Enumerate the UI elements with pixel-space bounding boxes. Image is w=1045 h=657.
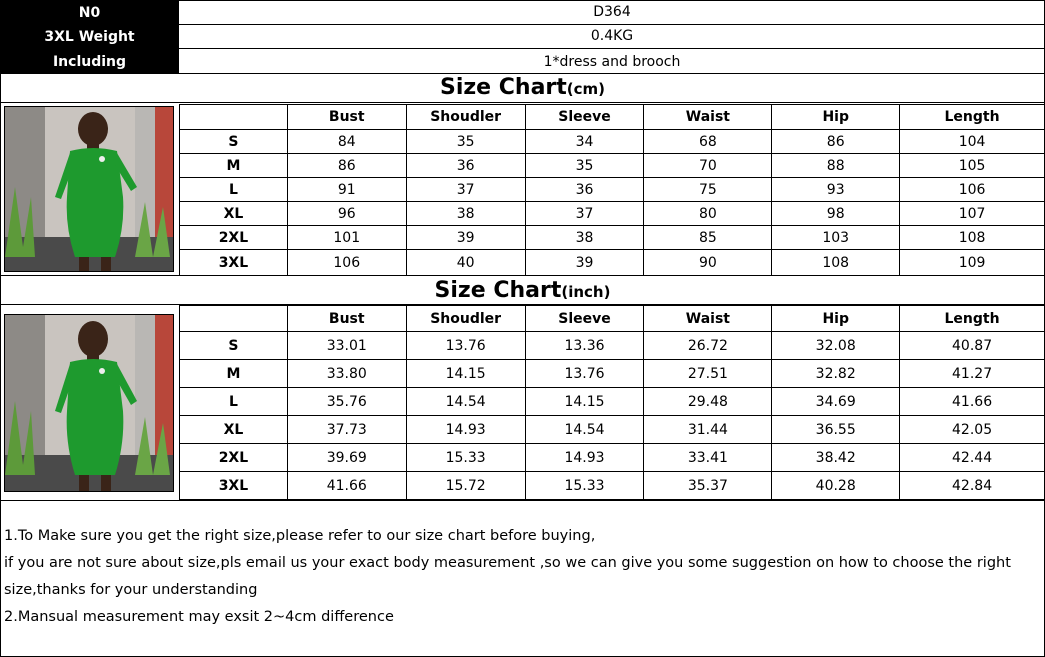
table-row xyxy=(180,332,1045,360)
table-cell: 31.44 xyxy=(644,416,772,444)
table-cell: 101 xyxy=(287,226,406,250)
table-cell: 41.27 xyxy=(900,360,1045,388)
table-cell: 70 xyxy=(644,154,772,178)
size-cell: M xyxy=(180,360,288,388)
table-cell: 106 xyxy=(900,178,1045,202)
header-value-including: 1*dress and brooch xyxy=(543,53,681,70)
table-cell: 29.48 xyxy=(644,388,772,416)
table-cell: 41.66 xyxy=(287,472,406,500)
header-value-weight: 0.4KG xyxy=(179,24,1045,49)
table-cell: 40.87 xyxy=(900,332,1045,360)
table-cell: 90 xyxy=(644,250,772,276)
table-cell: 36.55 xyxy=(772,416,900,444)
table-cell: 42.84 xyxy=(900,472,1045,500)
size-chart-inch-title xyxy=(0,275,1045,305)
table-cell: 37.73 xyxy=(287,416,406,444)
table-cell: 42.44 xyxy=(900,444,1045,472)
table-row xyxy=(180,360,1045,388)
table-cell: 106 xyxy=(287,250,406,276)
table-cell: 42.05 xyxy=(900,416,1045,444)
size-table-inch xyxy=(179,305,1045,500)
column-header xyxy=(180,105,288,130)
table-cell: 96 xyxy=(287,202,406,226)
table-header-row xyxy=(180,306,1045,332)
size-cell: L xyxy=(180,388,288,416)
table-cell: 84 xyxy=(287,130,406,154)
table-cell: 37 xyxy=(525,202,644,226)
table-row xyxy=(180,444,1045,472)
product-info-header xyxy=(0,0,1045,74)
column-header: Bust xyxy=(287,105,406,130)
note-line: 2.Mansual measurement may exsit 2~4cm difference xyxy=(4,609,394,625)
table-cell: 36 xyxy=(406,154,525,178)
table-cell: 39 xyxy=(406,226,525,250)
table-cell: 39 xyxy=(525,250,644,276)
chart-title-text: Size Chart xyxy=(439,75,567,100)
size-cell: 3XL xyxy=(180,472,288,500)
chart-unit-text: (inch) xyxy=(561,283,611,301)
note-line: 1.To Make sure you get the right size,please refer to our size chart before buying, xyxy=(4,528,596,544)
column-header: Length xyxy=(900,105,1045,130)
table-cell: 37 xyxy=(406,178,525,202)
table-row xyxy=(180,178,1045,202)
table-row xyxy=(180,416,1045,444)
table-cell: 33.01 xyxy=(287,332,406,360)
table-row xyxy=(180,226,1045,250)
size-table-cm xyxy=(179,104,1045,276)
size-cell: S xyxy=(180,130,288,154)
table-cell: 35.76 xyxy=(287,388,406,416)
column-header: Shoudler xyxy=(406,105,525,130)
note-line: size,thanks for your understanding xyxy=(4,582,258,598)
table-cell: 93 xyxy=(772,178,900,202)
column-header: Waist xyxy=(644,105,772,130)
table-cell: 15.33 xyxy=(525,472,644,500)
table-cell: 40 xyxy=(406,250,525,276)
size-cell: 2XL xyxy=(180,444,288,472)
header-value-number: D364 xyxy=(179,0,1045,25)
table-row xyxy=(180,130,1045,154)
column-header: Shoudler xyxy=(406,306,525,332)
column-header: Sleeve xyxy=(525,306,644,332)
table-cell: 86 xyxy=(287,154,406,178)
table-cell: 38.42 xyxy=(772,444,900,472)
note-line: if you are not sure about size,pls email us your exact body measurement ,so we can give you some suggestion on how to choose the right xyxy=(4,555,1011,571)
size-cell: 3XL xyxy=(180,250,288,276)
column-header: Hip xyxy=(772,105,900,130)
product-photo-cm xyxy=(4,106,174,272)
header-label-including: Including xyxy=(0,49,179,74)
table-cell: 26.72 xyxy=(644,332,772,360)
table-cell: 35 xyxy=(406,130,525,154)
table-cell: 34 xyxy=(525,130,644,154)
chart-unit-text: (cm) xyxy=(566,80,606,98)
table-cell: 40.28 xyxy=(772,472,900,500)
header-label-weight: 3XL Weight xyxy=(0,24,179,49)
table-cell: 35.37 xyxy=(644,472,772,500)
column-header xyxy=(180,306,288,332)
column-header: Waist xyxy=(644,306,772,332)
table-cell: 98 xyxy=(772,202,900,226)
table-cell: 14.54 xyxy=(406,388,525,416)
size-cell: L xyxy=(180,178,288,202)
table-cell: 85 xyxy=(644,226,772,250)
table-cell: 27.51 xyxy=(644,360,772,388)
table-cell: 108 xyxy=(900,226,1045,250)
table-cell: 33.80 xyxy=(287,360,406,388)
table-cell: 75 xyxy=(644,178,772,202)
table-cell: 38 xyxy=(406,202,525,226)
size-cell: XL xyxy=(180,416,288,444)
table-cell: 14.93 xyxy=(525,444,644,472)
table-cell: 36 xyxy=(525,178,644,202)
table-cell: 15.33 xyxy=(406,444,525,472)
column-header: Hip xyxy=(772,306,900,332)
table-header-row xyxy=(180,105,1045,130)
size-cell: M xyxy=(180,154,288,178)
table-cell: 14.54 xyxy=(525,416,644,444)
table-cell: 33.41 xyxy=(644,444,772,472)
table-cell: 88 xyxy=(772,154,900,178)
table-cell: 68 xyxy=(644,130,772,154)
table-cell: 107 xyxy=(900,202,1045,226)
table-cell: 34.69 xyxy=(772,388,900,416)
notes-divider xyxy=(0,500,1045,501)
table-cell: 13.76 xyxy=(406,332,525,360)
product-photo-inch xyxy=(4,314,174,492)
header-label-number: N0 xyxy=(0,0,179,25)
size-chart-cm-title xyxy=(0,73,1045,103)
table-cell: 86 xyxy=(772,130,900,154)
table-cell: 103 xyxy=(772,226,900,250)
size-cell: 2XL xyxy=(180,226,288,250)
table-row xyxy=(180,202,1045,226)
table-cell: 91 xyxy=(287,178,406,202)
column-header: Sleeve xyxy=(525,105,644,130)
table-cell: 35 xyxy=(525,154,644,178)
chart-title-text: Size Chart xyxy=(434,278,562,303)
table-cell: 13.76 xyxy=(525,360,644,388)
column-header: Length xyxy=(900,306,1045,332)
table-row xyxy=(180,250,1045,276)
table-cell: 108 xyxy=(772,250,900,276)
table-cell: 80 xyxy=(644,202,772,226)
table-cell: 14.15 xyxy=(525,388,644,416)
size-cell: XL xyxy=(180,202,288,226)
column-header: Bust xyxy=(287,306,406,332)
table-cell: 14.15 xyxy=(406,360,525,388)
table-row xyxy=(180,472,1045,500)
size-cell: S xyxy=(180,332,288,360)
table-cell: 41.66 xyxy=(900,388,1045,416)
table-cell: 38 xyxy=(525,226,644,250)
table-cell: 39.69 xyxy=(287,444,406,472)
size-notes xyxy=(4,523,1034,631)
table-cell: 15.72 xyxy=(406,472,525,500)
table-cell: 109 xyxy=(900,250,1045,276)
table-cell: 14.93 xyxy=(406,416,525,444)
table-row xyxy=(180,154,1045,178)
table-cell: 32.08 xyxy=(772,332,900,360)
table-cell: 104 xyxy=(900,130,1045,154)
table-cell: 13.36 xyxy=(525,332,644,360)
table-cell: 32.82 xyxy=(772,360,900,388)
table-cell: 105 xyxy=(900,154,1045,178)
table-row xyxy=(180,388,1045,416)
